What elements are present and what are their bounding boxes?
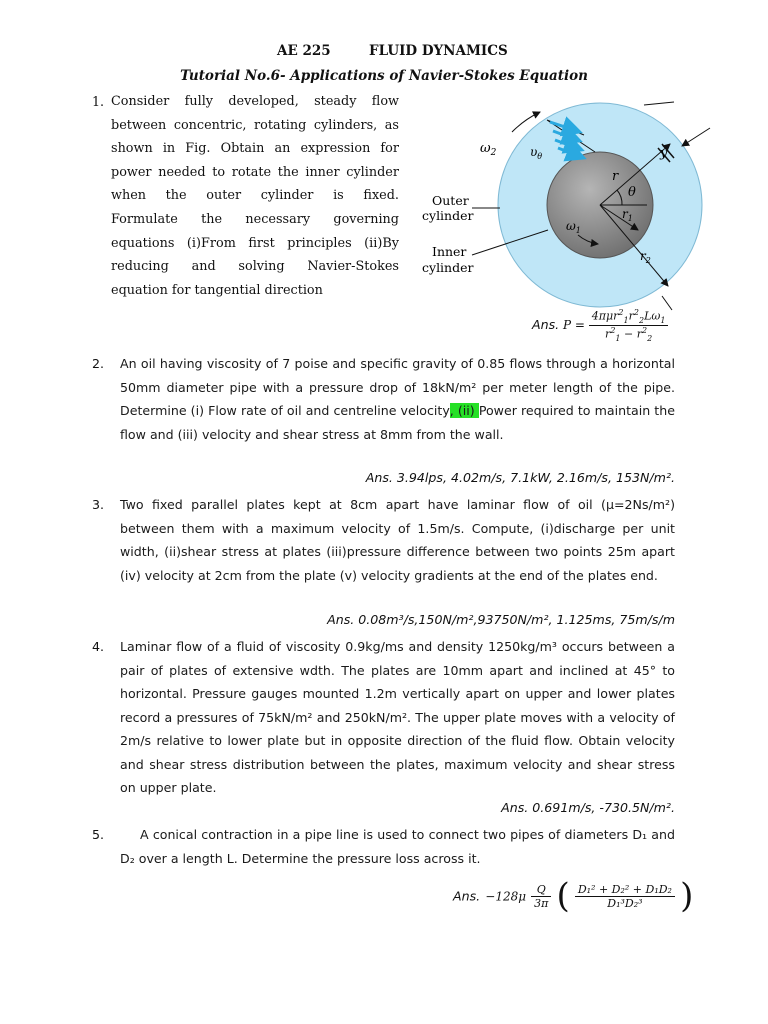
ans-q-over-3pi: $\frac{Q}{3\pi}$ xyxy=(531,883,551,910)
vtheta-label: $\upsilon_\theta$ xyxy=(530,145,543,161)
question-5-answer: Ans. −128μ $\frac{Q}{3\pi}$ ( $\frac{\text{D₁² + D₂² + D₁D₂}}{\text{D₁³D₂³}}$ ) xyxy=(453,876,694,916)
question-4-number: 4. xyxy=(92,639,105,654)
question-3-number: 3. xyxy=(92,497,105,512)
question-3-text: Two fixed parallel plates kept at 8cm apart have laminar flow of oil (μ=2Ns/m²) between them with a maximum velocity of 1.5m/s. Compute, (i)discharge per unit width, (ii)shear stress at plates (iii)pressure difference between two points 25m apart (iv) velocity at 2cm from the plate (v) velocity gradients at the end of the plates end. xyxy=(120,497,675,583)
y-label: y xyxy=(660,146,668,161)
q1-line: equations (i)From first principles (ii)By xyxy=(111,235,399,251)
ans-diameter-ratio: $\frac{\text{D₁² + D₂² + D₁D₂}}{\text{D₁³D₂³}}$ xyxy=(575,883,675,910)
course-code: AE 225 xyxy=(277,43,331,59)
q1-line: when the outer cylinder is fixed. xyxy=(111,188,399,204)
question-2-text: An oil having viscosity of 7 poise and specific gravity of 0.85 flows through a horizontal 50mm diameter pipe with a pressure drop of 18kN/m² per meter length of the pipe. Determine (i) Flow rate of oil and centreline velocity, (ii) Power required to maintain the flow and (iii) velocity and shear stress at 8mm from the wall. xyxy=(120,356,675,442)
omega1-label: $\omega_1$ xyxy=(566,219,581,235)
q1-line: reducing and solving Navier-Stokes xyxy=(111,259,399,275)
ans-prefix: Ans. xyxy=(532,316,560,332)
q1-line: Formulate the necessary governing xyxy=(111,211,399,227)
outer-cylinder-label-2: cylinder xyxy=(422,208,474,223)
outer-cylinder-label: Outer xyxy=(432,193,469,208)
concentric-cylinders-figure xyxy=(412,100,722,325)
question-1-number: 1. xyxy=(92,94,105,109)
question-2-answer: Ans. 3.94lps, 4.02m/s, 7.1kW, 2.16m/s, 153N/m². xyxy=(365,470,675,485)
q1-line: equation for tangential direction xyxy=(111,282,323,298)
tutorial-subtitle: Tutorial No.6- Applications of Navier-Stokes Equation xyxy=(180,68,588,84)
inner-cylinder-label-2: cylinder xyxy=(422,260,474,275)
r1-label: $r_1$ xyxy=(622,207,633,223)
question-4-answer: Ans. 0.691m/s, -730.5N/m². xyxy=(501,800,675,815)
ans-lhs: P = xyxy=(563,317,585,332)
question-1-text xyxy=(111,90,399,302)
question-2-number: 2. xyxy=(92,356,105,371)
question-5-number: 5. xyxy=(92,827,105,842)
ans-coefficient: −128μ xyxy=(485,889,527,904)
q1-line: between concentric, rotating cylinders, as xyxy=(111,117,399,133)
ans-prefix: Ans. xyxy=(453,888,481,904)
q1-line: power needed to rotate the inner cylinder xyxy=(111,164,399,180)
r-label: r xyxy=(612,169,619,184)
highlight: , (ii) xyxy=(449,403,479,418)
omega2-label: $\omega_2$ xyxy=(480,141,497,158)
theta-label: θ xyxy=(628,185,636,200)
question-1-answer xyxy=(532,308,668,343)
q1-line: Consider fully developed, steady flow xyxy=(111,94,399,109)
power-formula: $\frac{4\pi\mu r^2_1r^2_2L\omega_1}{r^2_1 - r^2_2}$ xyxy=(589,308,669,343)
question-4-text: Laminar flow of a fluid of viscosity 0.9kg/ms and density 1250kg/m³ occurs between a pair of plates of extensive wdth. The plates are 10mm apart and inclined at 45° to horizontal. Pressure gauges mounted 1.2m vertically apart on upper and lower plates record a pressures of 75kN/m² and 250kN/m². The upper plate moves with a velocity of 2m/s relative to lower plate but in opposite direction of the fluid flow. Obtain velocity and shear stress distribution between the plates, maximum velocity and shear stress on upper plate. xyxy=(120,639,675,795)
q1-line: shown in Fig. Obtain an expression for xyxy=(111,141,399,157)
question-5-text: A conical contraction in a pipe line is used to connect two pipes of diameters D₁ and D₂ over a length L. Determine the pressure loss across it. xyxy=(120,827,675,866)
question-3-answer: Ans. 0.08m³/s,150N/m²,93750N/m², 1.125ms, 75m/s/m xyxy=(327,612,675,627)
r2-label: $r_2$ xyxy=(640,249,651,265)
course-name: FLUID DYNAMICS xyxy=(369,43,508,59)
inner-cylinder-label: Inner xyxy=(432,244,467,259)
